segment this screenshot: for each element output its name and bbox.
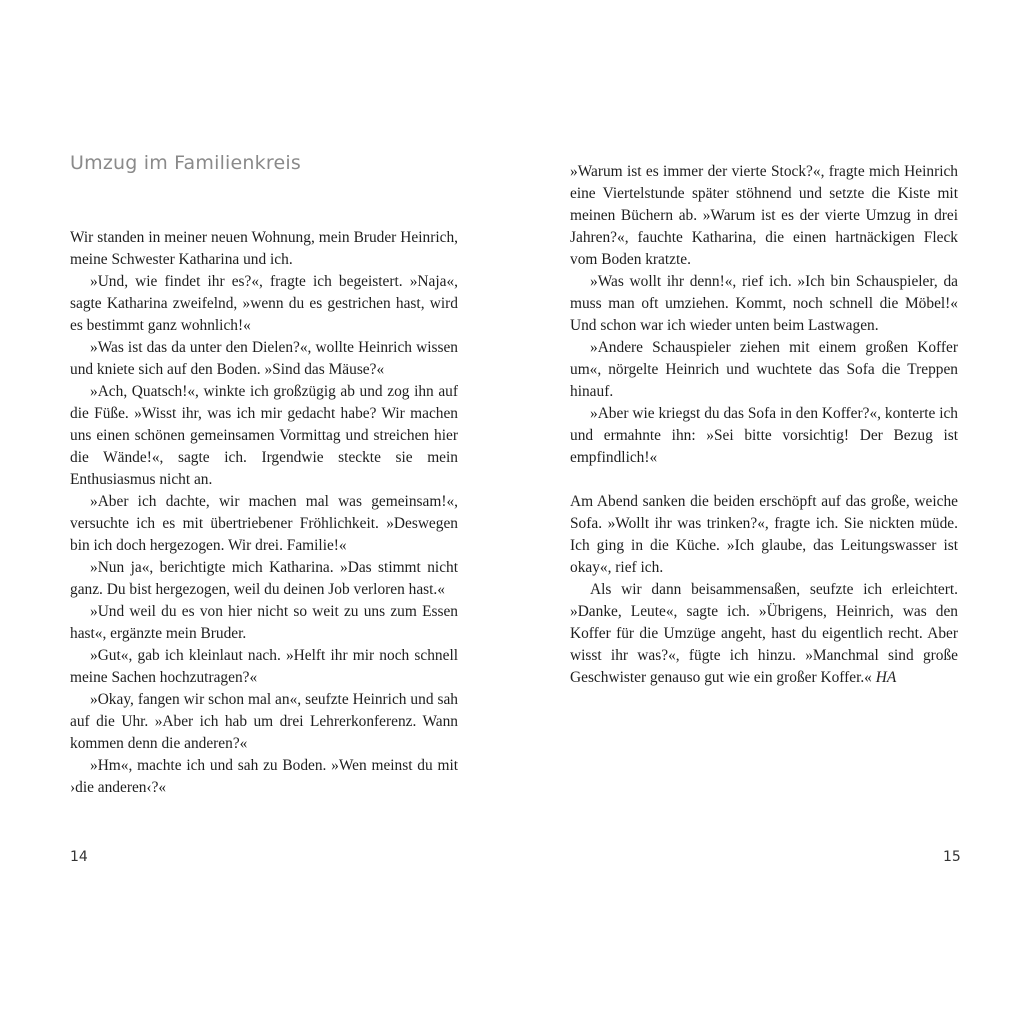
paragraph: »Was ist das da unter den Dielen?«, wollte Heinrich wissen und kniete sich auf den Boden. »Sind das Mäuse?«: [70, 339, 458, 378]
paragraph: »Warum ist es immer der vierte Stock?«, fragte mich Heinrich eine Viertelstunde später stöhnend und setzte die Kiste mit meinen Büchern ab. »Warum ist es der vierte Umzug in drei Jahren?«, fauchte Katharina, die einen hartnäckigen Fleck vom Boden kratzte.: [570, 163, 958, 268]
page-number-right: 15: [943, 849, 961, 865]
author-signature: HA: [875, 669, 897, 686]
paragraph: »Okay, fangen wir schon mal an«, seufzte Heinrich und sah auf die Uhr. »Aber ich hab um drei Lehrerkonferenz. Wann kommen denn die anderen?«: [70, 691, 458, 752]
chapter-title: Umzug im Familienkreis: [70, 152, 301, 174]
right-page-text: [570, 161, 958, 689]
right-page: [512, 0, 1024, 1024]
paragraph: »Andere Schauspieler ziehen mit einem großen Koffer um«, nörgelte Heinrich und wuchtete das Sofa die Treppen hinauf.: [570, 339, 958, 400]
paragraph: Am Abend sanken die beiden erschöpft auf das große, weiche Sofa. »Wollt ihr was trinken?«, fragte ich. Sie nickten müde. Ich ging in die Küche. »Ich glaube, das Leitungswasser ist okay«, rief ich.: [570, 493, 958, 576]
paragraph: »Aber ich dachte, wir machen mal was gemeinsam!«, versuchte ich es mit übertriebener Fröhlichkeit. »Deswegen bin ich doch hergezogen. Wir drei. Familie!«: [70, 493, 458, 554]
paragraph: »Und weil du es von hier nicht so weit zu uns zum Essen hast«, ergänzte mein Bruder.: [70, 603, 458, 642]
paragraph: »Und, wie findet ihr es?«, fragte ich begeistert. »Naja«, sagte Katharina zweifelnd, »wenn du es gestrichen hast, wird es bestimmt ganz wohnlich!«: [70, 273, 458, 334]
left-page-text: [70, 227, 458, 799]
paragraph: »Aber wie kriegst du das Sofa in den Koffer?«, konterte ich und ermahnte ihn: »Sei bitte vorsichtig! Der Bezug ist empfindlich!«: [570, 405, 958, 466]
paragraph: »Gut«, gab ich kleinlaut nach. »Helft ihr mir noch schnell meine Sachen hochzutragen?«: [70, 647, 458, 686]
paragraph: Wir standen in meiner neuen Wohnung, mein Bruder Heinrich, meine Schwester Katharina und ich.: [70, 229, 458, 268]
paragraph: »Ach, Quatsch!«, winkte ich großzügig ab und zog ihn auf die Füße. »Wisst ihr, was ich mir gedacht habe? Wir machen uns einen schönen gemeinsamen Vormittag und streichen hier die Wände!«, sagte ich. Irgendwie steckte sie mein Enthusiasmus nicht an.: [70, 383, 458, 488]
paragraph-text: Als wir dann beisammensaßen, seufzte ich erleichtert. »Danke, Leute«, sagte ich. »Übrigens, Heinrich, was den Koffer für die Umzüge angeht, hast du eigentlich recht. Aber wisst ihr was?«, fügte ich hinzu. »Manchmal sind große Geschwister genauso gut wie ein großer Koffer.«: [570, 581, 958, 686]
paragraph: »Hm«, machte ich und sah zu Boden. »Wen meinst du mit ›die anderen‹?«: [70, 757, 458, 796]
final-paragraph: [570, 579, 958, 689]
paragraph: »Nun ja«, berichtigte mich Katharina. »Das stimmt nicht ganz. Du bist hergezogen, weil du deinen Job verloren hast.«: [70, 559, 458, 598]
paragraph: »Was wollt ihr denn!«, rief ich. »Ich bin Schauspieler, da muss man oft umziehen. Kommt, noch schnell die Möbel!« Und schon war ich wieder unten beim Lastwagen.: [570, 273, 958, 334]
page-number-left: 14: [70, 849, 88, 865]
